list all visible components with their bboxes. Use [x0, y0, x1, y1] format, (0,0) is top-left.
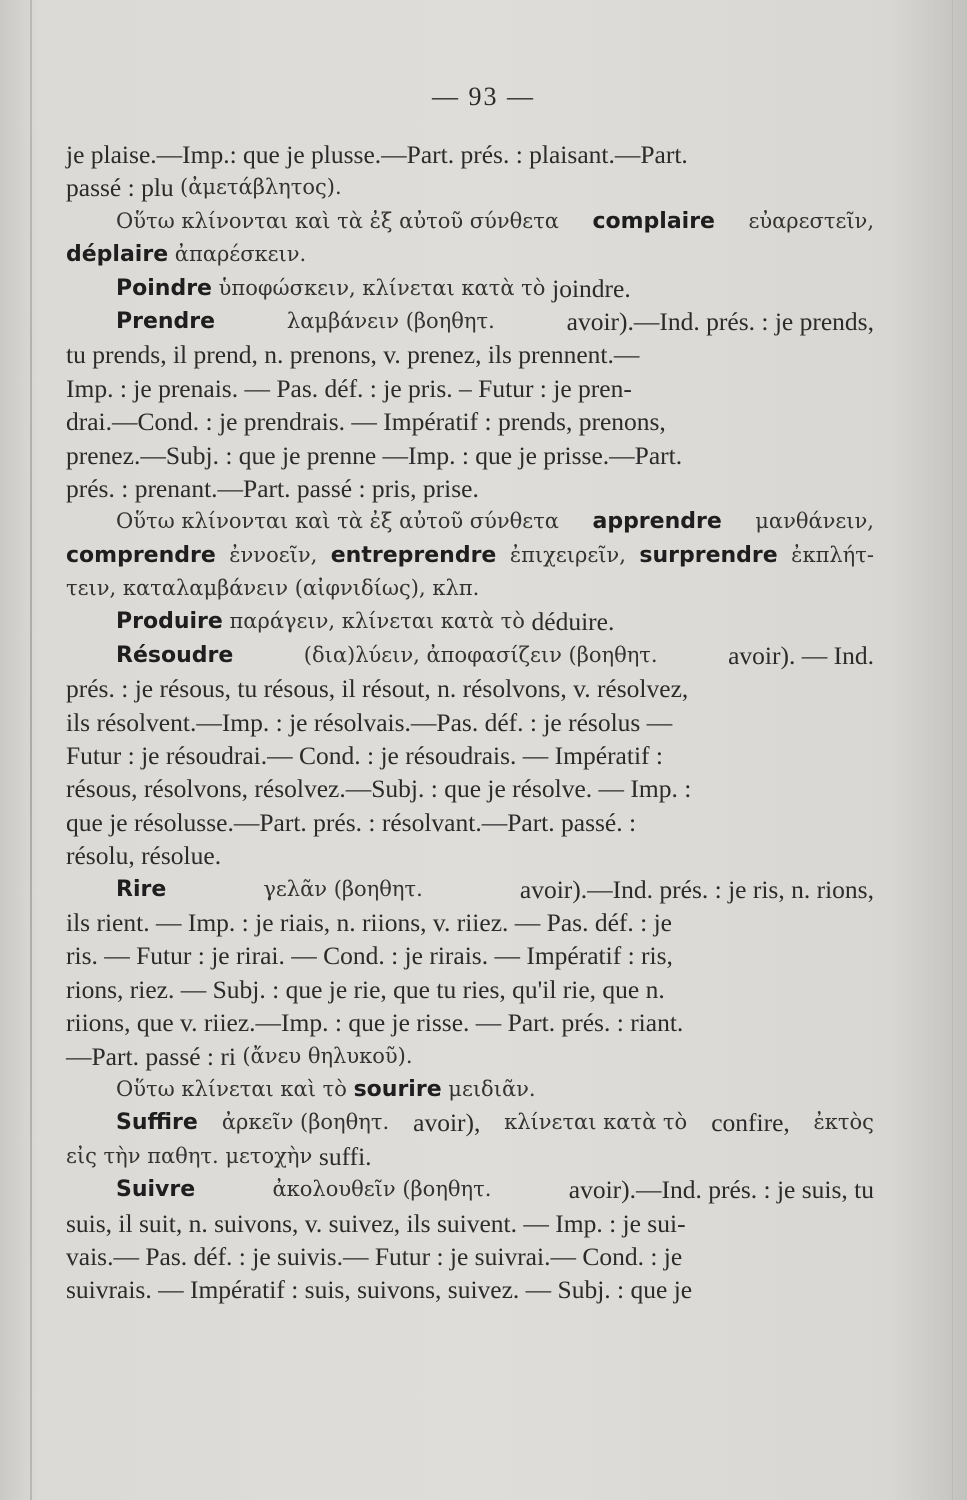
bold-term: complaire [592, 208, 715, 234]
greek-text: Οὕτω κλίνονται καὶ τὰ ἐξ αὐτοῦ σύνθετα [116, 509, 566, 534]
french-text: —Part. passé : ri [66, 1041, 243, 1071]
text-line [66, 772, 874, 805]
french-text: avoir).—Ind. prés. : je suis, tu [568, 1175, 874, 1205]
greek-text: κλίνεται κατὰ τὸ [504, 1110, 694, 1135]
french-text: prenez.—Subj. : que je prenne —Imp. : que je prisse.—Part. [66, 440, 683, 470]
text-line [66, 1273, 874, 1306]
text-line [66, 138, 874, 171]
greek-text: (ἄνευ θηλυκοῦ). [242, 1043, 413, 1068]
french-text: avoir).—Ind. prés. : je ris, n. rions, [519, 874, 874, 904]
greek-text: εἰς τὴν παθητ. μετοχὴν [66, 1143, 319, 1168]
greek-text: (ἀμετάβλητος). [180, 175, 342, 200]
french-text: drai.—Cond. : je prendrais. — Impératif : prends, prenons, [66, 407, 666, 437]
french-text: suis, il suit, n. suivons, v. suivez, ils suivent. — Imp. : je sui- [66, 1208, 686, 1238]
bold-term: surprendre [639, 542, 778, 568]
text-line [66, 672, 874, 705]
text-line [66, 372, 874, 405]
french-text: joindre. [552, 273, 631, 303]
bold-term: Produire [116, 609, 223, 635]
text-line [66, 272, 874, 305]
french-text: passé : plu [66, 173, 181, 203]
text-line [66, 605, 874, 638]
bold-term: Prendre [116, 308, 216, 334]
french-text: déduire. [531, 607, 615, 637]
page-number: — 93 — [432, 82, 535, 111]
bold-term: Suivre [116, 1177, 196, 1203]
text-line [66, 1073, 874, 1106]
french-text: avoir), [413, 1108, 487, 1138]
text-line [66, 405, 874, 438]
text-line [66, 539, 874, 572]
french-text: confire, [711, 1108, 797, 1138]
greek-text: (δια)λύειν, ἀποφασίζειν (βοηθητ. [297, 642, 665, 667]
french-text: vais.— Pas. déf. : je suivis.— Futur : je suivrai.— Cond. : je [66, 1241, 683, 1271]
french-text: je plaise.—Imp.: que je plusse.—Part. prés. : plaisant.—Part. [66, 140, 688, 169]
greek-text: ὑποφώσκειν, κλίνεται κατὰ τὸ [211, 275, 553, 300]
gutter-shadow [30, 0, 32, 1500]
french-text: suivrais. — Impératif : suis, suivons, suivez. — Subj. : que je [66, 1275, 693, 1305]
text-line [66, 505, 874, 538]
greek-text: ἐκτὸς [813, 1110, 874, 1135]
text-line [66, 939, 874, 972]
greek-text: παράγειν, κλίνεται κατὰ τὸ [222, 609, 532, 634]
greek-text: ἐκπλήτ- [784, 542, 874, 567]
bold-term: Rire [116, 876, 167, 902]
greek-text: ἀκολουθεῖν (βοηθητ. [265, 1177, 499, 1202]
french-text: riions, que v. riiez.—Imp. : que je risse. — Part. prés. : riant. [66, 1008, 684, 1038]
french-text: Imp. : je prenais. — Pas. déf. : je pris. – Futur : je pren- [66, 373, 632, 403]
greek-text: ἐπιχειρεῖν, [503, 542, 633, 567]
text-line [66, 973, 874, 1006]
french-text: Futur : je résoudrai.— Cond. : je résoudrais. — Impératif : [66, 741, 663, 771]
text-line [66, 873, 874, 906]
french-text: suffi. [318, 1141, 372, 1171]
text-line [66, 205, 874, 238]
french-text: avoir).—Ind. prés. : je prends, [566, 306, 874, 336]
text-line [66, 472, 874, 505]
french-text: avoir). — Ind. [728, 640, 874, 670]
greek-text: λαμβάνειν (βοηθητ. [280, 308, 502, 333]
greek-text: εὐαρεστεῖν, [741, 208, 874, 233]
french-text: résolu, résolue. [66, 841, 222, 871]
page-edge [952, 0, 953, 1500]
french-text: ils résolvent.—Imp. : je résolvais.—Pas. déf. : je résolus — [66, 707, 673, 737]
text-line [66, 238, 874, 271]
french-text: rions, riez. — Subj. : que je rie, que tu ries, qu'il rie, que n. [66, 974, 665, 1004]
text-line [66, 1173, 874, 1206]
text-line [66, 839, 874, 872]
text-line [66, 739, 874, 772]
text-line [66, 572, 874, 605]
bold-term: déplaire [66, 242, 169, 268]
text-line [66, 338, 874, 371]
french-text: ils rient. — Imp. : je riais, n. riions, v. riiez. — Pas. déf. : je [66, 907, 672, 937]
text-line [66, 305, 874, 338]
french-text: prés. : je résous, tu résous, il résout, n. résolvons, v. résolvez, [66, 674, 689, 704]
text-line [66, 439, 874, 472]
bold-term: apprendre [592, 509, 722, 535]
french-text: ris. — Futur : je rirai. — Cond. : je rirais. — Impératif : ris, [66, 941, 673, 971]
text-line [66, 1140, 874, 1173]
greek-text: Οὕτω κλίνεται καὶ τὸ [116, 1076, 354, 1101]
text-body [66, 138, 874, 1307]
greek-text: μειδιᾶν. [441, 1076, 536, 1101]
greek-text: ἀρκεῖν (βοηθητ. [215, 1110, 396, 1135]
french-text: prés. : prenant.—Part. passé : pris, prise. [66, 473, 479, 503]
bold-term: Résoudre [116, 642, 234, 668]
greek-text: τειν, καταλαμβάνειν (αἰφνιδίως), κλπ. [66, 576, 480, 601]
text-line [66, 639, 874, 672]
text-line [66, 1106, 874, 1139]
text-line [66, 171, 874, 204]
french-text: résous, résolvons, résolvez.—Subj. : que je résolve. — Imp. : [66, 774, 692, 804]
greek-text: ἐννοεῖν, [222, 542, 324, 567]
greek-text: μανθάνειν, [748, 509, 874, 534]
french-text: tu prends, il prend, n. prenons, v. prenez, ils prennent.— [66, 340, 640, 370]
bold-term: Suffire [116, 1110, 198, 1136]
text-line [66, 906, 874, 939]
greek-text: ἀπαρέσκειν. [168, 242, 307, 267]
text-line [66, 1040, 874, 1073]
french-text: que je résolusse.—Part. prés. : résolvant.—Part. passé. : [66, 807, 637, 837]
text-line [66, 1207, 874, 1240]
bold-term: entreprendre [330, 542, 497, 568]
greek-text: Οὕτω κλίνονται καὶ τὰ ἐξ αὐτοῦ σύνθετα [116, 208, 566, 233]
greek-text: γελᾶν (βοηθητ. [256, 876, 430, 901]
text-line [66, 806, 874, 839]
text-line [66, 1240, 874, 1273]
bold-term: Poindre [116, 275, 212, 301]
text-line [66, 706, 874, 739]
text-line [66, 1006, 874, 1039]
bold-term: comprendre [66, 542, 216, 568]
bold-term: sourire [353, 1076, 442, 1102]
